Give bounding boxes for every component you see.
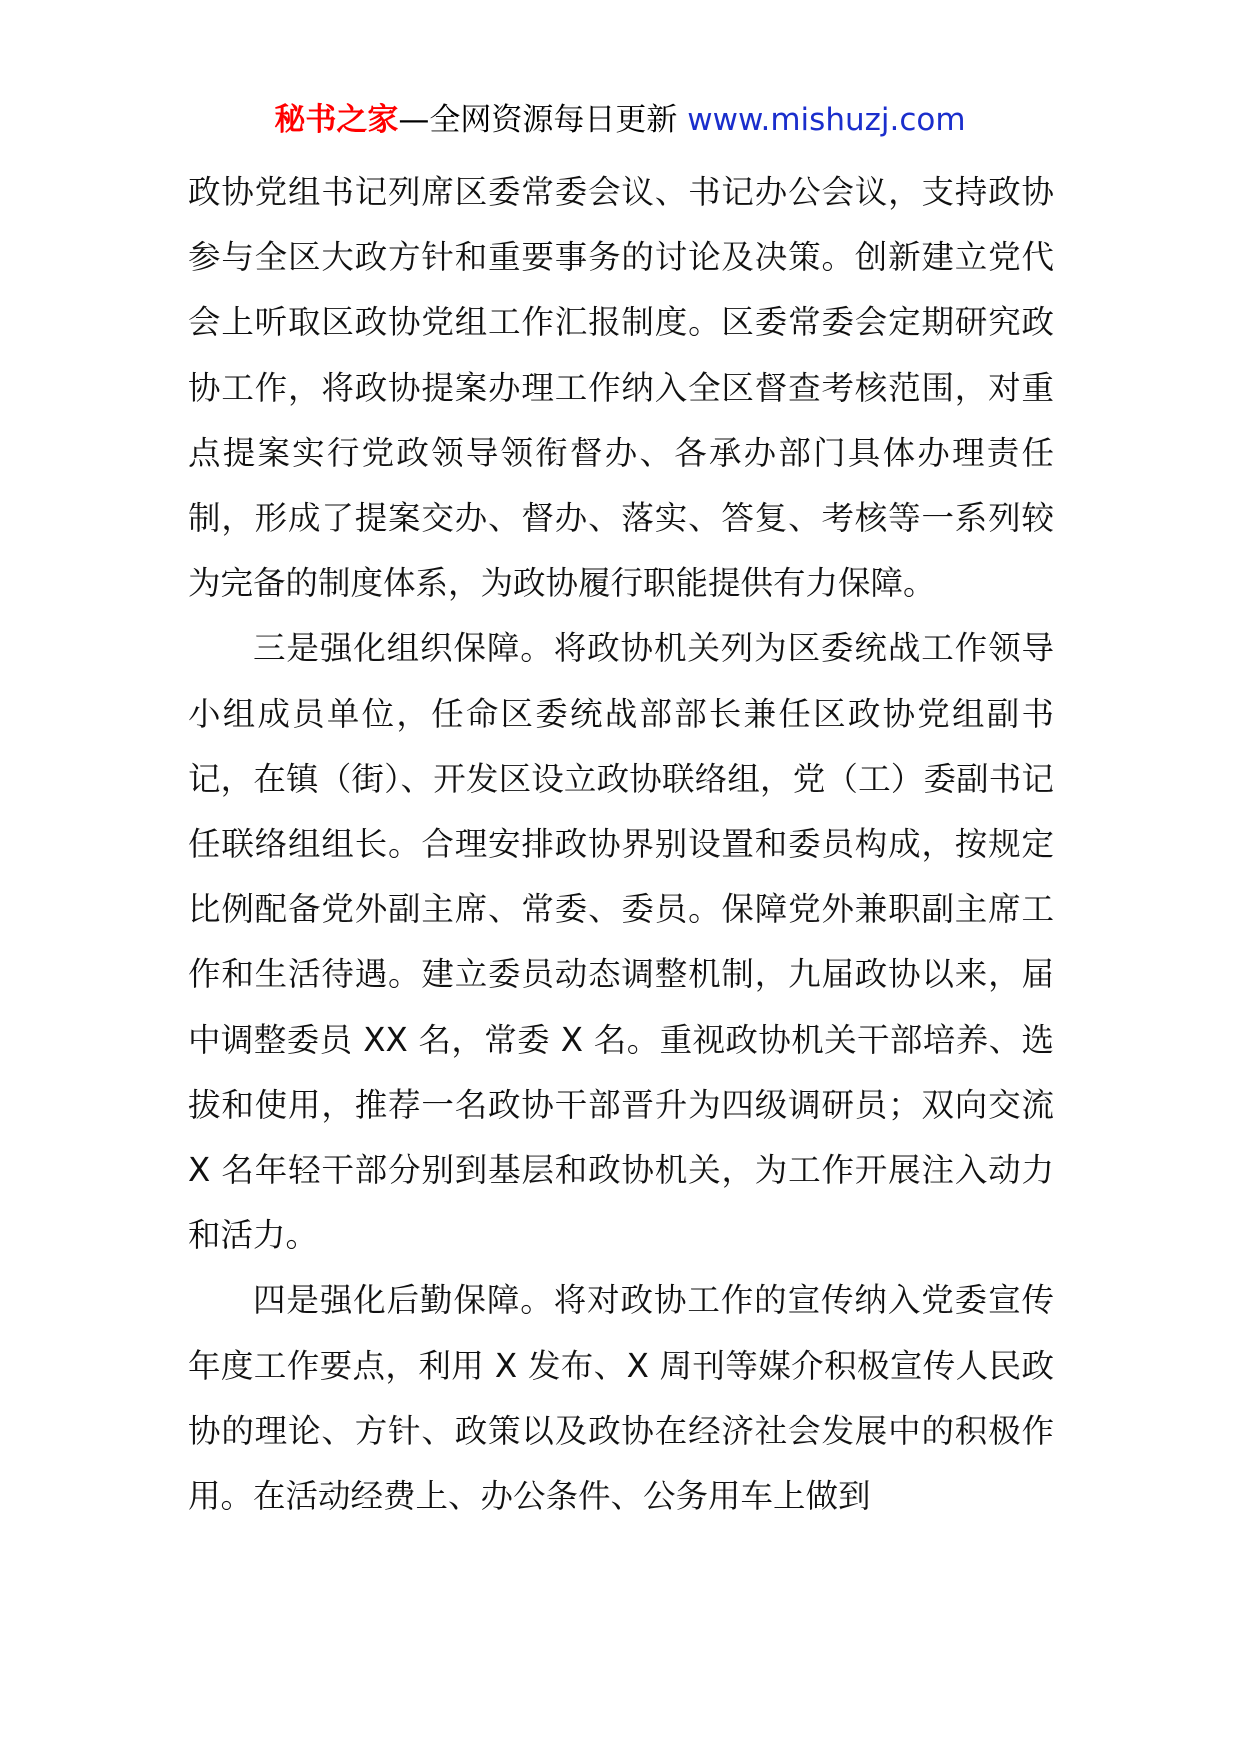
brand-name: 秘书之家 bbox=[274, 102, 399, 138]
header-tagline: —全网资源每日更新 bbox=[398, 102, 678, 138]
paragraph-organization-guarantee: 三是强化组织保障。将政协机关列为区委统战工作领导小组成员单位，任命区委统战部部长兼任区政协党组副书记，在镇（街）、开发区设立政协联络组，党（工）委副书记任联络组组长。合理安排政协界别设置和委员构成，按规定比例配备党外副主席、常委、委员。保障党外兼职副主席工作和生活待遇。建立委员动态调整机制，九届政协以来，届中调整委员 XX 名，常委 X 名。重视政协机关干部培养、选拔和使用，推荐一名政协干部晋升为四级调研员；双向交流 X 名年轻干部分别到基层和政协机关，为工作开展注入动力和活力。 bbox=[188, 629, 1054, 1255]
page-header bbox=[0, 98, 1240, 142]
paragraph-continued: 政协党组书记列席区委常委会议、书记办公会议，支持政协参与全区大政方针和重要事务的讨论及决策。创新建立党代会上听取区政协党组工作汇报制度。区委常委会定期研究政协工作，将政协提案办理工作纳入全区督查考核范围，对重点提案实行党政领导领衔督办、各承办部门具体办理责任制，形成了提案交办、督办、落实、答复、考核等一系列较为完备的制度体系，为政协履行职能提供有力保障。 bbox=[188, 173, 1054, 603]
site-url-link[interactable]: www.mishuzj.com bbox=[687, 102, 966, 138]
paragraph-logistics-guarantee: 四是强化后勤保障。将对政协工作的宣传纳入党委宣传年度工作要点，利用 X 发布、X 周刊等媒介积极宣传人民政协的理论、方针、政策以及政协在经济社会发展中的积极作用。在活动经费上、办公条件、公务用车上做到 bbox=[188, 1281, 1054, 1516]
document-body bbox=[188, 160, 1054, 1529]
